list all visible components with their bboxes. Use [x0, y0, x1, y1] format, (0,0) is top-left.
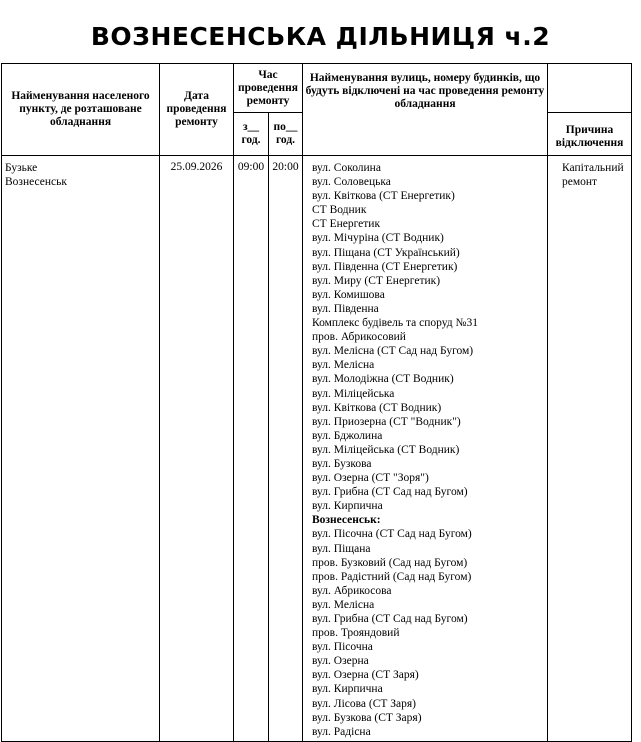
streets-cell [303, 156, 548, 742]
page-title: ВОЗНЕСЕНСЬКА ДІЛЬНИЦЯ ч.2 [90, 22, 551, 51]
street-item: вул. Пісочна [312, 641, 373, 654]
street-item: вул. Грибна (СТ Сад над Бугом) [312, 613, 468, 625]
header-reason-spacer [548, 64, 632, 113]
streets-list [303, 161, 547, 739]
reason-text: ремонт [562, 176, 598, 188]
settlement-name: Вознесенськ [5, 176, 67, 188]
street-item: вул. Абрикосова [312, 584, 392, 597]
street-item: Комплекс будівель та споруд №31 [312, 317, 478, 330]
street-item: вул. Мічуріна (СТ Водник) [312, 232, 444, 245]
street-item: вул. Мелісна (СТ Сад над Бугом) [312, 345, 474, 358]
street-item: вул. Соловецька [312, 176, 391, 189]
street-item: вул. Озерна (СТ "Зоря") [312, 472, 429, 485]
street-item: вул. Соколина [312, 162, 381, 174]
street-item: вул. Квіткова (СТ Водник) [312, 401, 442, 414]
header-time: Час проведення ремонту [234, 64, 303, 113]
street-item: вул. Бджолина [312, 429, 383, 442]
header-time-from: з__ год. [234, 113, 269, 156]
header-date: Дата проведення ремонту [160, 64, 234, 156]
street-item: вул. Кирпична [312, 500, 383, 513]
street-item: вул. Бузкова (СТ Заря) [312, 711, 422, 724]
street-item: вул. Озерна (СТ Заря) [312, 669, 419, 682]
street-item: вул. Молодіжна (СТ Водник) [312, 373, 454, 386]
street-item: вул. Піщана (СТ Український) [312, 246, 460, 259]
date-cell: 25.09.2026 [160, 156, 234, 742]
street-item: вул. Міліцейська [312, 387, 395, 400]
time-from-cell: 09:00 [234, 156, 269, 742]
time-to-cell: 20:00 [269, 156, 303, 742]
settlement-cell [2, 156, 160, 742]
street-item: пров. Абрикосовий [312, 331, 406, 344]
street-item: вул. Миру (СТ Енергетик) [312, 274, 441, 287]
table-header-row [2, 64, 632, 113]
street-item: Вознесенськ: [312, 514, 381, 527]
street-item: СТ Енергетик [312, 218, 381, 231]
street-item: вул. Бузкова [312, 457, 372, 470]
reason-cell [548, 156, 632, 742]
street-item: СТ Водник [312, 204, 367, 217]
header-time-to: по__ год. [269, 113, 303, 156]
street-item: вул. Мелісна [312, 598, 375, 611]
street-item: вул. Піщана [312, 542, 371, 555]
street-item: вул. Пісочна (СТ Сад над Бугом) [312, 528, 472, 541]
header-streets: Найменування вулиць, номеру будинків, що будуть відключені на час проведення ремонту обладнання [303, 64, 548, 156]
table-row [2, 156, 632, 742]
street-item: вул. Кирпична [312, 683, 383, 696]
street-item: пров. Бузковий (Сад над Бугом) [312, 556, 468, 569]
outage-table [1, 63, 632, 742]
street-item: вул. Квіткова (СТ Енергетик) [312, 190, 455, 203]
street-item: вул. Комишова [312, 288, 385, 301]
street-item: вул. Міліцейська (СТ Водник) [312, 443, 460, 456]
settlement-name: Бузьке [5, 162, 38, 174]
street-item: вул. Приозерна (СТ "Водник") [312, 415, 461, 428]
street-item: вул. Грибна (СТ Сад над Бугом) [312, 486, 468, 499]
street-item: пров. Трояндовий [312, 627, 400, 640]
street-item: вул. Лісова (СТ Заря) [312, 697, 417, 710]
street-item: пров. Радістний (Сад над Бугом) [312, 570, 472, 583]
header-reason: Причина відключення [548, 113, 632, 156]
street-item: вул. Мелісна [312, 359, 375, 372]
street-item: вул. Південна (СТ Енергетик) [312, 260, 458, 273]
reason-text: Капітальний [562, 162, 624, 174]
street-item: вул. Радісна [312, 725, 371, 738]
header-settlement: Найменування населеного пункту, де розташоване обладнання [2, 64, 160, 156]
street-item: вул. Південна [312, 302, 379, 315]
street-item: вул. Озерна [312, 655, 369, 668]
